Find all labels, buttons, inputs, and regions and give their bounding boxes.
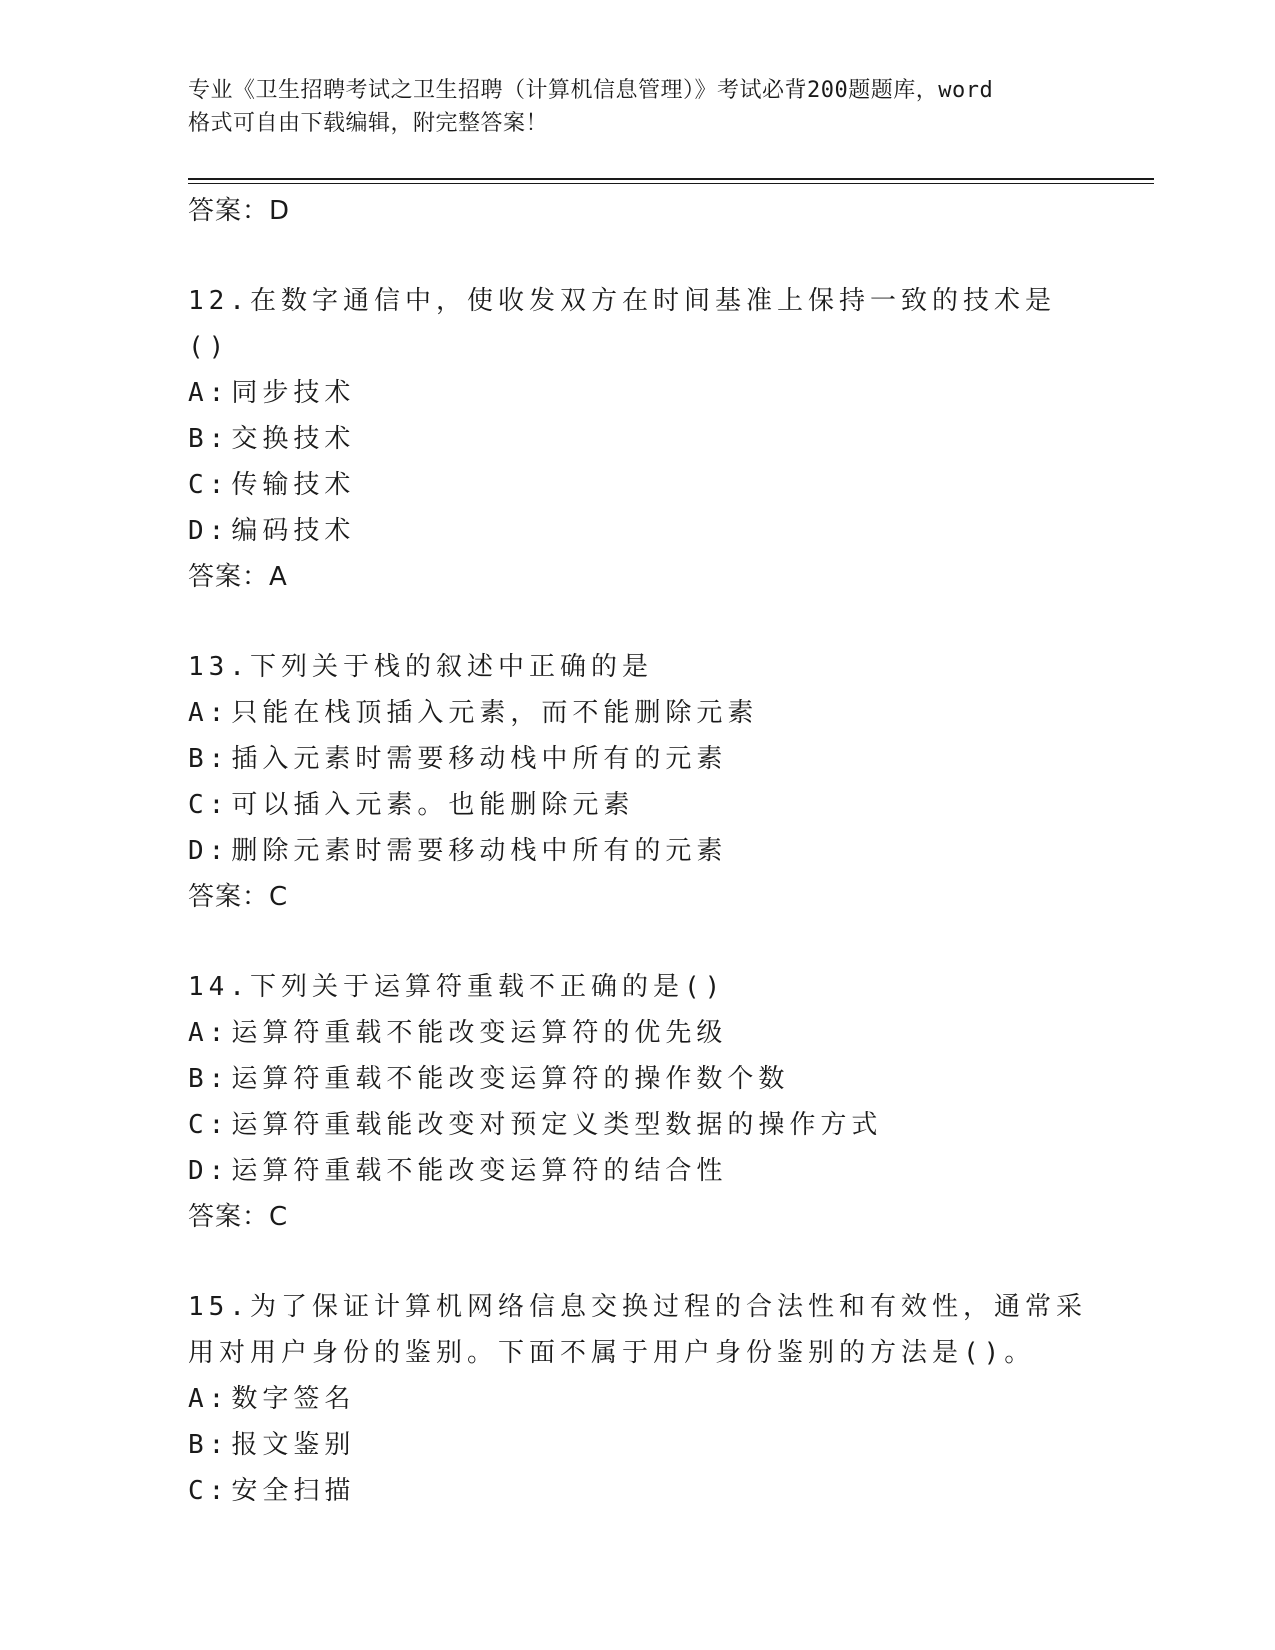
- option-text: 运算符重载不能改变运算符的结合性: [231, 1156, 728, 1186]
- option-a: [188, 690, 1088, 736]
- header-divider-thin: [188, 183, 1154, 184]
- option-c: [188, 782, 1088, 828]
- option-d: [188, 508, 1088, 554]
- option-text: 运算符重载不能改变运算符的优先级: [231, 1018, 728, 1048]
- question-15: [188, 1284, 1088, 1514]
- option-letter: B:: [188, 424, 230, 454]
- option-letter: C:: [188, 470, 230, 500]
- option-letter: B:: [188, 1064, 230, 1094]
- option-text: 交换技术: [231, 424, 356, 454]
- option-c: [188, 462, 1088, 508]
- answer: 答案：C: [188, 882, 289, 912]
- option-text: 插入元素时需要移动栈中所有的元素: [231, 744, 728, 774]
- question-text: 13.下列关于栈的叙述中正确的是: [188, 652, 653, 682]
- question-text: 15.为了保证计算机网络信息交换过程的合法性和有效性，通常采用对用户身份的鉴别。下面不属于用户身份鉴别的方法是()。: [188, 1292, 1087, 1368]
- option-text: 报文鉴别: [231, 1430, 356, 1460]
- question-list: [188, 188, 1088, 1514]
- option-letter: D:: [188, 1156, 230, 1186]
- header-line-2: 格式可自由下载编辑，附完整答案！: [188, 111, 549, 136]
- previous-answer: 答案：D: [188, 196, 291, 226]
- option-b: [188, 416, 1088, 462]
- question-12: [188, 278, 1088, 600]
- question-13: [188, 644, 1088, 920]
- option-text: 只能在栈顶插入元素，而不能删除元素: [231, 698, 759, 728]
- option-a: [188, 1010, 1088, 1056]
- option-letter: A:: [188, 1018, 230, 1048]
- header-line-1: 专业《卫生招聘考试之卫生招聘（计算机信息管理）》考试必背200题题库，word: [188, 78, 994, 103]
- option-letter: C:: [188, 1110, 230, 1140]
- option-letter: B:: [188, 1430, 230, 1460]
- option-b: [188, 1056, 1088, 1102]
- answer: 答案：C: [188, 1202, 289, 1232]
- option-text: 运算符重载能改变对预定义类型数据的操作方式: [231, 1110, 883, 1140]
- header-divider: [188, 178, 1154, 180]
- option-letter: A:: [188, 1384, 230, 1414]
- option-text: 运算符重载不能改变运算符的操作数个数: [231, 1064, 790, 1094]
- option-c: [188, 1468, 1088, 1514]
- option-letter: D:: [188, 516, 230, 546]
- question-text: 12.在数字通信中，使收发双方在时间基准上保持一致的技术是(): [188, 286, 1056, 362]
- option-b: [188, 1422, 1088, 1468]
- option-letter: D:: [188, 836, 230, 866]
- option-text: 安全扫描: [231, 1476, 356, 1506]
- option-letter: A:: [188, 698, 230, 728]
- option-b: [188, 736, 1088, 782]
- option-text: 传输技术: [231, 470, 356, 500]
- option-letter: B:: [188, 744, 230, 774]
- option-d: [188, 1148, 1088, 1194]
- option-d: [188, 828, 1088, 874]
- answer: 答案：A: [188, 562, 288, 592]
- option-a: [188, 1376, 1088, 1422]
- option-text: 同步技术: [231, 378, 356, 408]
- option-letter: C:: [188, 1476, 230, 1506]
- option-text: 数字签名: [231, 1384, 356, 1414]
- option-text: 删除元素时需要移动栈中所有的元素: [231, 836, 728, 866]
- option-text: 编码技术: [231, 516, 356, 546]
- option-letter: A:: [188, 378, 230, 408]
- option-letter: C:: [188, 790, 230, 820]
- option-c: [188, 1102, 1088, 1148]
- question-14: [188, 964, 1088, 1240]
- option-a: [188, 370, 1088, 416]
- document-header: [188, 74, 1108, 140]
- question-text: 14.下列关于运算符重载不正确的是(): [188, 972, 726, 1002]
- option-text: 可以插入元素。也能删除元素: [231, 790, 635, 820]
